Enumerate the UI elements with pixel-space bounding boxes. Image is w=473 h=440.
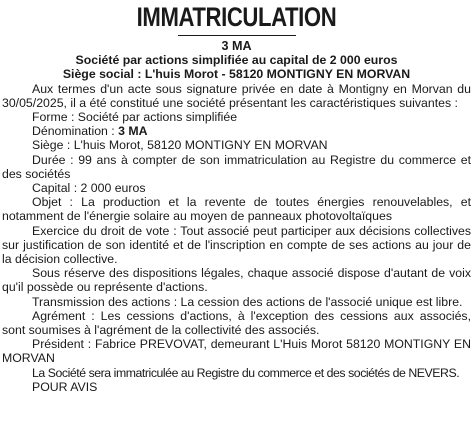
head-office: Siège social : L'huis Morot - 58120 MONTIGNY EN MORVAN: [62, 67, 411, 82]
transmission-line: Transmission des actions : La cession des actions de l'associé unique est libre.: [32, 294, 463, 309]
company-name: 3 MA: [221, 39, 252, 53]
notice-title: IMMATRICULATION: [136, 2, 337, 32]
siege-line: Siège : L'huis Morot, 58120 MONTIGNY EN MORVAN: [32, 138, 328, 153]
denomination-line: [2, 124, 471, 138]
denomination-label: Dénomination :: [32, 124, 119, 139]
company-type: Société par actions simplifiée au capital de 2 000 euros: [75, 53, 398, 68]
objet-paragraph: Objet : La production et la revente de toutes énergies renouvelables, et notamment de l'énergie solaire au moyen de panneaux photovoltaïques: [2, 195, 471, 224]
denomination-value: 3 MA: [118, 124, 148, 139]
agrement-paragraph: Agrément : Les cessions d'actions, à l'exception des cessions aux associés, sont soumises à l'agrément de la collectivité des associés.: [2, 308, 471, 338]
capital-line: Capital : 2 000 euros: [32, 181, 146, 196]
immatriculation-line: La Société sera immatriculée au Registre du commerce et des sociétés de NEVERS.: [32, 365, 460, 380]
intro-paragraph: Aux termes d'un acte sous signature privée en date à Montigny en Morvan du 30/05/2025, il a été constitué une société présentant les caractéristiques suivantes :: [2, 81, 471, 110]
reserve-paragraph: Sous réserve des dispositions légales, chaque associé dispose d'autant de voix qu'il possède ou représente d'actions.: [2, 266, 471, 295]
forme-line: Forme : Société par actions simplifiée: [32, 110, 238, 125]
vote-paragraph: Exercice du droit de vote : Tout associé peut participer aux décisions collectives sur justification de son identité et de l'inscription en compte de ses actions au jour de la décision collective.: [2, 223, 471, 267]
title-divider: [178, 35, 296, 36]
duree-paragraph: Durée : 99 ans à compter de son immatriculation au Registre du commerce et des sociétés: [2, 152, 471, 181]
signature-line: POUR AVIS: [32, 379, 98, 394]
president-paragraph: Président : Fabrice PREVOVAT, demeurant L'Huis Morot 58120 MONTIGNY EN MORVAN: [2, 337, 471, 366]
